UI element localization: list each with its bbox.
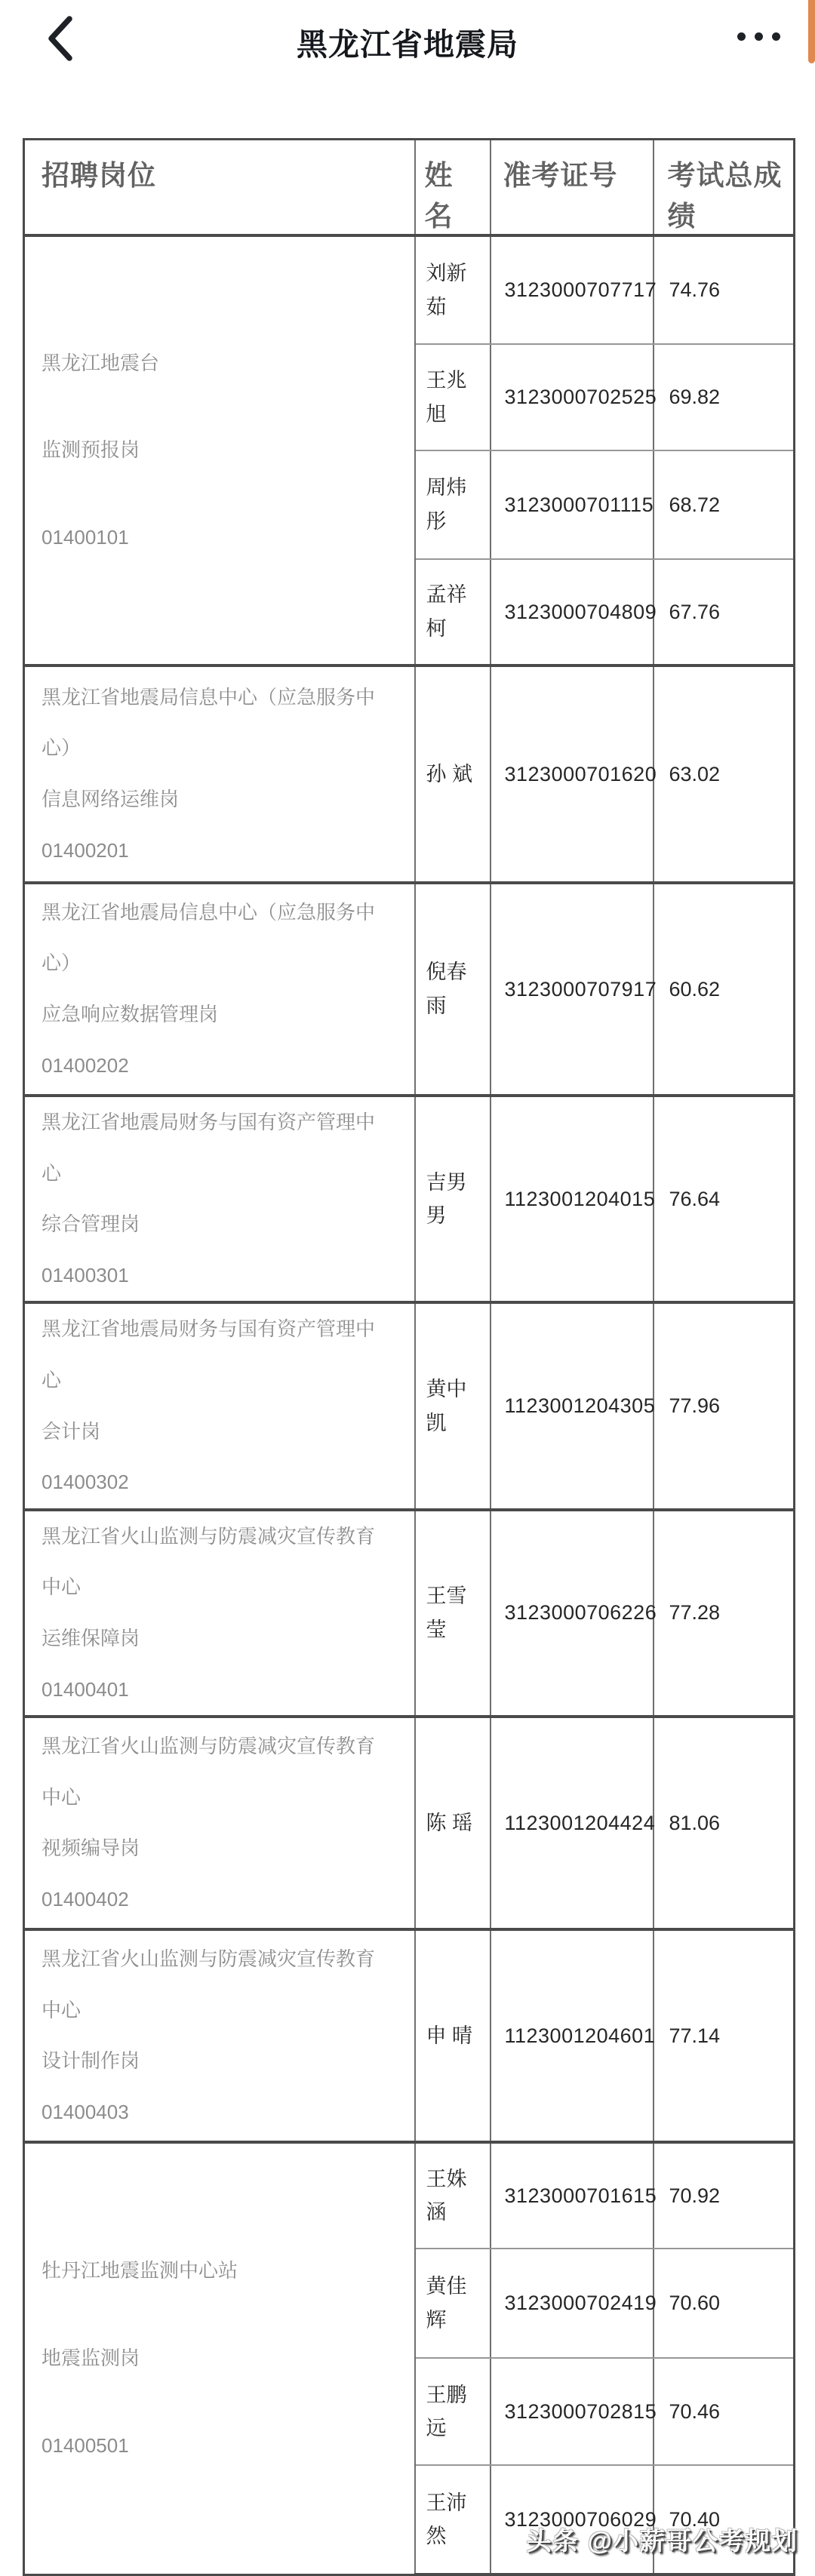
table-row [24,1929,795,2142]
table-row [24,2142,795,2249]
position-line: 地震监测岗 [42,2347,140,2370]
total-score: 68.72 [654,450,795,559]
candidate-name: 王姝涵 [415,2142,491,2249]
ticket-number: 3123000701615 [491,2142,654,2249]
candidate-name: 周炜彤 [415,450,491,559]
position-line: 01400301 [42,1263,129,1286]
table-row [24,1302,795,1509]
total-score: 60.62 [654,883,795,1096]
position-cell [24,883,415,1096]
position-line: 会计岗 [42,1419,101,1443]
total-score: 70.46 [654,2358,795,2465]
more-options-button[interactable] [737,26,780,47]
position-cell [24,1302,415,1509]
position-line: 运维保障岗 [42,1626,140,1649]
position-line: 黑龙江省地震局财务与国有资产管理中心 [42,1111,376,1185]
total-score: 76.64 [654,1096,795,1302]
position-line: 黑龙江地震台 [42,351,160,374]
position-line: 信息网络运维岗 [42,788,180,810]
position-line: 黑龙江省地震局财务与国有资产管理中心 [42,1317,376,1391]
ticket-number: 3123000702525 [491,344,654,450]
header-position: 招聘岗位 [24,140,415,236]
total-score: 81.06 [654,1717,795,1929]
candidate-name: 孟祥柯 [415,559,491,666]
table-row [24,883,795,1096]
position-line: 黑龙江省地震局信息中心（应急服务中心） [42,685,376,760]
ticket-number: 3123000706226 [491,1510,654,1717]
candidate-name: 王兆旭 [415,344,491,450]
candidate-name: 吉男男 [415,1096,491,1302]
header-ticket: 准考证号 [491,140,654,236]
position-line: 01400302 [42,1471,129,1494]
scrollbar-thumb[interactable] [808,0,815,63]
position-line: 设计制作岗 [42,2049,140,2073]
candidate-name: 申 晴 [415,1929,491,2142]
total-score: 77.96 [654,1302,795,1509]
position-line: 黑龙江省火山监测与防震减灾宣传教育中心 [42,1734,376,1809]
total-score: 67.76 [654,559,795,666]
ticket-number: 1123001204015 [491,1096,654,1302]
header-name: 姓 名 [415,140,491,236]
total-score: 63.02 [654,666,795,883]
ellipsis-icon [772,32,780,41]
position-line: 应急响应数据管理岗 [42,1003,219,1025]
total-score: 77.28 [654,1510,795,1717]
ticket-number: 3123000702815 [491,2358,654,2465]
table-row [24,235,795,344]
ticket-number: 3123000701620 [491,666,654,883]
position-line: 01400201 [42,838,129,862]
table-row [24,1717,795,1929]
ticket-number: 3123000707917 [491,883,654,1096]
header-total-score: 考试总成绩 [654,140,795,236]
ticket-number: 3123000707717 [491,235,654,344]
total-score: 69.82 [654,344,795,450]
position-line: 01400401 [42,1677,129,1701]
position-cell [24,1096,415,1302]
total-score: 70.92 [654,2142,795,2249]
watermark: 头条 @小薪哥公考规划 [526,2527,798,2555]
candidate-name: 黄中凯 [415,1302,491,1509]
position-line: 牡丹江地震监测中心站 [42,2259,238,2282]
position-cell [24,666,415,883]
ticket-number: 3123000704809 [491,559,654,666]
page-title: 黑龙江省地震局 [297,27,518,62]
table-row [24,1510,795,1717]
ticket-number: 1123001204601 [491,1929,654,2142]
total-score: 77.14 [654,1929,795,2142]
candidate-name: 王鹏远 [415,2358,491,2465]
position-line: 01400501 [42,2433,129,2457]
candidate-name: 孙 斌 [415,666,491,883]
ticket-number: 3123000702419 [491,2249,654,2358]
total-score: 70.40 [654,2465,795,2574]
ticket-number: 1123001204424 [491,1717,654,1929]
candidate-name: 倪春雨 [415,883,491,1096]
position-cell [24,235,415,666]
position-cell [24,2142,415,2574]
position-line: 01400402 [42,1887,129,1910]
position-line: 黑龙江省火山监测与防震减灾宣传教育中心 [42,1524,376,1599]
position-line: 01400101 [42,525,129,549]
exam-results-table [23,138,795,2576]
candidate-name: 黄佳辉 [415,2249,491,2358]
position-cell [24,1510,415,1717]
table-header-row [24,140,795,236]
candidate-name: 陈 瑶 [415,1717,491,1929]
position-line: 01400202 [42,1053,129,1077]
total-score: 74.76 [654,235,795,344]
ticket-number: 3123000701115 [491,450,654,559]
ellipsis-icon [755,32,763,41]
candidate-name: 刘新茹 [415,235,491,344]
candidate-name: 王雪莹 [415,1510,491,1717]
position-cell [24,1929,415,2142]
ticket-number: 3123000706029 [491,2465,654,2574]
candidate-name: 王沛然 [415,2465,491,2574]
position-line: 黑龙江省地震局信息中心（应急服务中心） [42,900,376,975]
position-line: 01400403 [42,2100,129,2123]
app-bar [0,0,815,72]
table-row [24,1096,795,1302]
position-cell [24,1717,415,1929]
ellipsis-icon [737,32,746,41]
position-line: 综合管理岗 [42,1213,140,1236]
position-line: 监测预报岗 [42,438,140,462]
ticket-number: 1123001204305 [491,1302,654,1509]
position-line: 视频编导岗 [42,1837,140,1860]
position-line: 黑龙江省火山监测与防震减灾宣传教育中心 [42,1947,376,2021]
total-score: 70.60 [654,2249,795,2358]
table-row [24,666,795,883]
results-table-container [23,138,793,2576]
